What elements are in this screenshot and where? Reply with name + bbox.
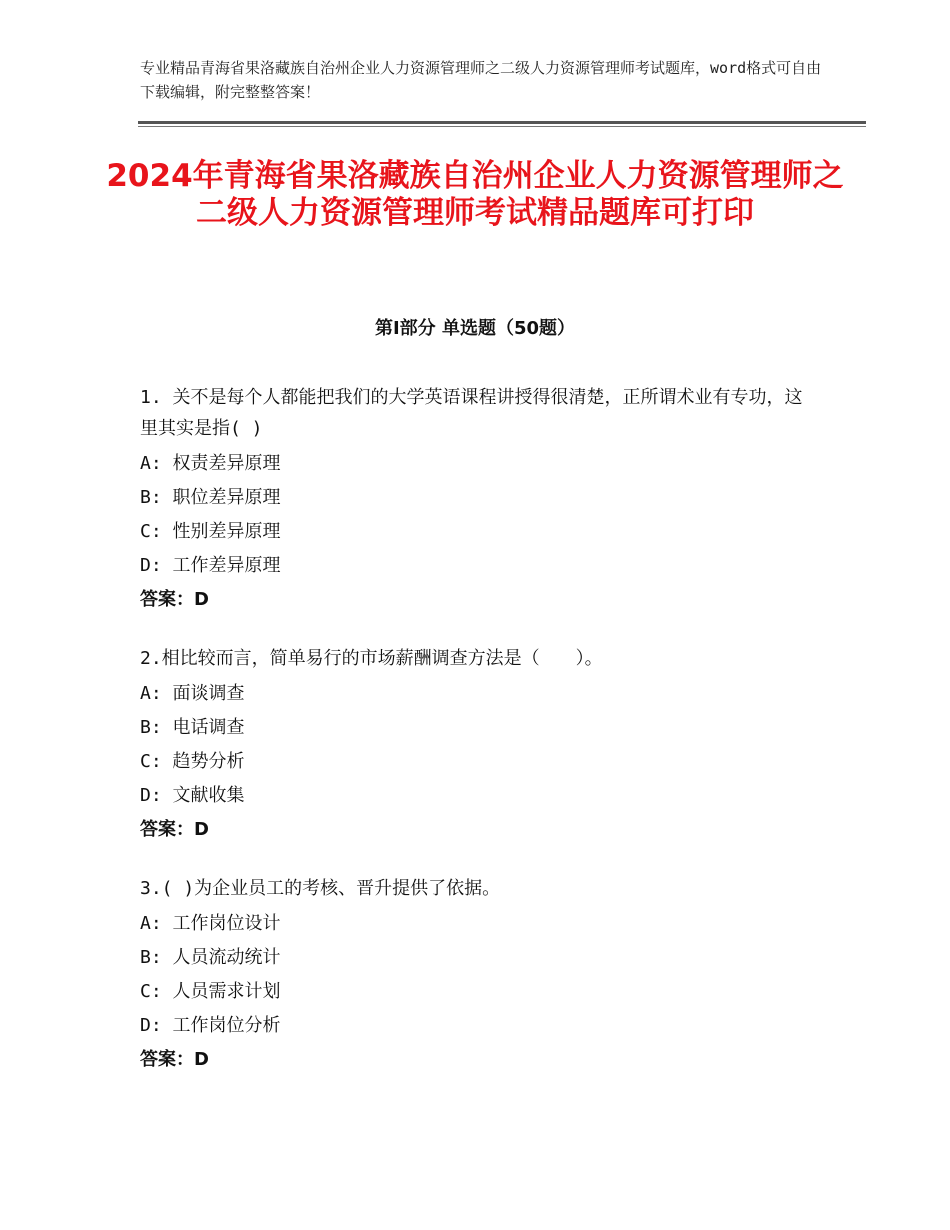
header-rule-thick <box>138 121 866 124</box>
question-stem: 3.( )为企业员工的考核、晋升提供了依据。 <box>140 878 501 899</box>
question-list <box>140 382 820 1103</box>
question-stem: 1. 关不是每个人都能把我们的大学英语课程讲授得很清楚，正所谓术业有专功，这里其实是指( ) <box>140 387 803 439</box>
option-c: C: 性别差异原理 <box>140 521 281 542</box>
question-3 <box>140 873 820 1077</box>
option-a: A: 工作岗位设计 <box>140 913 281 934</box>
document-title: 2024年青海省果洛藏族自治州企业人力资源管理师之二级人力资源管理师考试精品题库可打印 <box>106 158 844 231</box>
header-note: 专业精品青海省果洛藏族自治州企业人力资源管理师之二级人力资源管理师考试题库，word格式可自由下载编辑，附完整整答案！ <box>140 59 822 101</box>
question-stem: 2.相比较而言，简单易行的市场薪酬调查方法是（ ）。 <box>140 648 603 669</box>
option-b: B: 职位差异原理 <box>140 487 281 508</box>
answer-label: 答案：D <box>140 1049 209 1070</box>
option-a: A: 面谈调查 <box>140 683 245 704</box>
option-c: C: 趋势分析 <box>140 751 245 772</box>
question-1 <box>140 382 820 617</box>
header-rule-thin <box>138 126 866 127</box>
answer-label: 答案：D <box>140 589 209 610</box>
section-heading: 第Ⅰ部分 单选题（50题） <box>374 318 575 339</box>
option-b: B: 电话调查 <box>140 717 245 738</box>
option-b: B: 人员流动统计 <box>140 947 281 968</box>
question-2 <box>140 643 820 847</box>
option-d: D: 文献收集 <box>140 785 245 806</box>
option-d: D: 工作岗位分析 <box>140 1015 281 1036</box>
answer-label: 答案：D <box>140 819 209 840</box>
option-c: C: 人员需求计划 <box>140 981 281 1002</box>
option-a: A: 权责差异原理 <box>140 453 281 474</box>
option-d: D: 工作差异原理 <box>140 555 281 576</box>
